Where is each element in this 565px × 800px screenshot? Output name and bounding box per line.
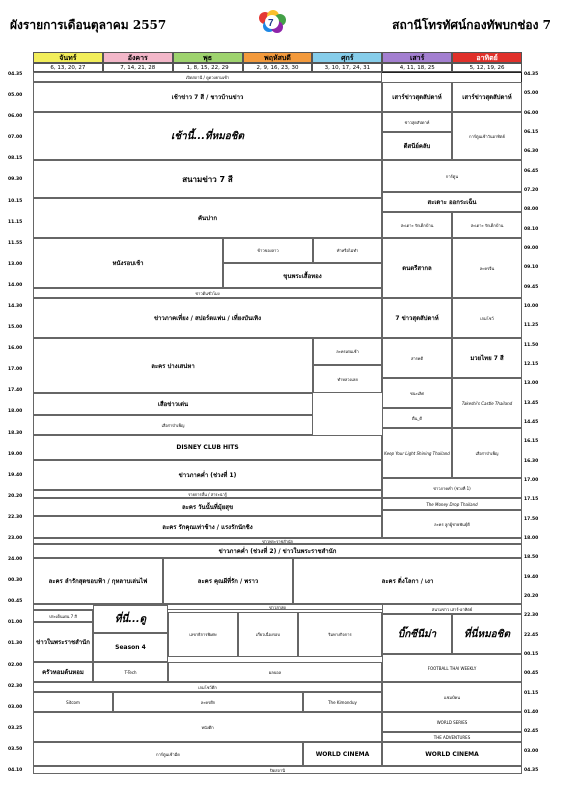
time-label: 13.00 <box>8 261 23 267</box>
program-cell: ที่นี่หมอชิต <box>452 614 522 654</box>
program-cell: ข่าวล่าสุด <box>33 604 522 610</box>
program-cell: ละคร ลูกผู้ชายพันธุ์ดี <box>382 510 522 538</box>
time-label: 10.15 <box>8 198 23 204</box>
program-cell: ตื่น_ดี <box>382 408 452 428</box>
program-cell: เสาร์ข่าวสุดสัปดาห์ <box>452 82 522 112</box>
time-label: 16.15 <box>524 439 539 445</box>
program-cell: บิ๊กซีนีม่า <box>382 614 452 654</box>
time-label: 18.30 <box>8 430 23 436</box>
program-cell: ข่าวสุดสัปดาห์ <box>382 112 452 132</box>
program-cell: ทำหลวงเลย <box>313 365 382 393</box>
program-cell: เกมโชว์ <box>452 298 522 338</box>
program-cell: ข่าวภาคค่ำ (ช่วงที่ 1) <box>33 460 382 490</box>
day-dates: 2, 9, 16, 23, 30 <box>243 63 313 72</box>
day-header: อังคาร <box>103 52 173 63</box>
time-label: 17.15 <box>524 497 539 503</box>
program-cell: WORLD CINEMA <box>303 742 382 766</box>
time-label: 06.45 <box>524 168 539 174</box>
program-cell: คันปาก <box>33 198 382 238</box>
program-cell: สะเดาะ ออกระเฉ็น <box>382 192 522 212</box>
program-cell: ข่าวในพระราชสำนัก <box>33 622 93 662</box>
time-label: 17.00 <box>524 478 539 483</box>
program-cell: Sitcom <box>33 692 113 712</box>
program-cell: สนามข่าว เสาร์-อาทิตย์ <box>382 604 522 614</box>
program-cell: ข่าวพระราชสำนัก <box>33 538 522 544</box>
time-label: 18.50 <box>524 555 539 561</box>
program-cell: The Kimonduy <box>303 692 382 712</box>
time-label: 22.45 <box>524 632 539 638</box>
time-label: 00.30 <box>8 578 23 584</box>
program-cell: การ์ตูนเช้าวันอาทิตย์ <box>452 112 522 160</box>
program-cell: มวยไทย 7 สี <box>452 338 522 378</box>
program-cell: ขุนพระเสื้อทอง <box>223 263 382 288</box>
svg-text:7: 7 <box>268 18 274 29</box>
day-dates: 6, 13, 20, 27 <box>33 63 103 72</box>
time-label: 04.10 <box>8 768 23 773</box>
time-label: 08.10 <box>524 226 539 232</box>
time-label: 16.30 <box>524 458 539 464</box>
program-cell: ดีสนีย์คลับ <box>382 132 452 160</box>
time-label: 06.30 <box>524 149 539 155</box>
time-label: 04.35 <box>524 768 539 773</box>
program-cell: สะเดาะ รักเด็กบ้าน <box>382 212 452 238</box>
program-cell: สะเดาะ รักเด็กบ้าน <box>452 212 522 238</box>
program-cell: เช้าข่าว 7 สี / ชาวบ้านข่าว <box>33 82 382 112</box>
time-label: 06.00 <box>8 114 23 120</box>
program-cell: การ์ตูน <box>382 160 522 192</box>
time-label: 01.40 <box>524 710 539 715</box>
program-cell: เสือร่าบำเพ็ญ <box>33 415 313 435</box>
time-label: 00.15 <box>524 652 539 657</box>
program-cell: THE ADVENTURES <box>382 732 522 742</box>
time-label: 01.30 <box>8 641 23 647</box>
time-label: 09.30 <box>8 177 23 183</box>
program-cell: ละครดึก <box>113 692 303 712</box>
day-dates: 3, 10, 17, 24, 31 <box>312 63 382 72</box>
program-cell: Takeshi's Castle Thailand <box>452 378 522 428</box>
time-label: 06.00 <box>524 110 539 116</box>
program-cell: ข่าวภาคเที่ยง / สปอร์ตแฟน / เที่ยงบันเทิง <box>33 298 382 338</box>
time-label: 13.00 <box>524 381 539 387</box>
time-label: 19.40 <box>8 472 23 478</box>
day-header: พฤหัสบดี <box>243 52 313 63</box>
schedule-title: ผังรายการเดือนตุลาคม 2557 <box>10 18 167 32</box>
time-label: 22.30 <box>524 613 539 619</box>
program-cell: DISNEY CLUB HITS <box>33 435 382 460</box>
time-label: 11.55 <box>8 240 23 246</box>
time-label: 11.50 <box>524 342 539 348</box>
program-cell: ละคร ดิ่งโลกา / เงา <box>293 558 522 604</box>
day-dates: 4, 11, 18, 25 <box>382 63 452 72</box>
time-label: 05.00 <box>8 93 23 99</box>
time-label: 15.00 <box>8 325 23 331</box>
time-label: 20.20 <box>8 493 23 499</box>
program-cell: เสาร์ข่าวสุดสัปดาห์ <box>382 82 452 112</box>
time-label: 20.20 <box>524 594 539 599</box>
program-cell: 7 ข่าวสุดสัปดาห์ <box>382 298 452 338</box>
time-label: 14.00 <box>8 282 23 288</box>
time-label: 11.25 <box>524 323 539 329</box>
program-cell: The Money Drop Thailand <box>382 498 522 510</box>
time-label: 17.40 <box>8 388 23 394</box>
time-label: 18.00 <box>524 536 539 541</box>
program-cell: หนังรอบเช้า <box>33 238 223 288</box>
time-label: 14.45 <box>524 420 539 425</box>
day-header: ศุกร์ <box>312 52 382 63</box>
program-cell: WORLD CINEMA <box>382 742 522 766</box>
program-cell: เกี่ยวเนื่องรอบ <box>238 612 298 657</box>
time-label: 16.00 <box>8 346 23 352</box>
time-label: 17.50 <box>524 516 539 522</box>
time-label: 08.00 <box>524 207 539 213</box>
program-cell: ดนตรีสากล <box>382 238 452 298</box>
station-title: สถานีโทรทัศน์กองทัพบกช่อง 7 <box>392 18 551 32</box>
time-label: 19.00 <box>8 451 23 457</box>
time-label: 00.45 <box>8 599 23 605</box>
time-label: 03.00 <box>8 704 23 710</box>
day-header: เสาร์ <box>382 52 452 63</box>
program-cell: ปิดสถานี <box>33 766 522 774</box>
time-label: 03.50 <box>8 746 23 752</box>
time-label: 10.00 <box>524 304 539 309</box>
program-cell: ข่าวภาคค่ำ (ช่วงที่ 2) / ข่าวในพระราชสำนัก <box>33 544 522 558</box>
time-label: 09.00 <box>524 246 539 251</box>
time-label: 09.45 <box>524 284 539 290</box>
time-label: 08.15 <box>8 156 23 162</box>
program-cell: FOOTBALL THAI WEEKLY <box>382 654 522 682</box>
program-cell: ละคร ปางเสน่หา <box>33 338 313 393</box>
program-cell: ละครเด่นเช้า <box>313 338 382 365</box>
program-cell: แชมป์คน <box>382 682 522 712</box>
program-cell: เช้านี้...ที่หมอชิต <box>33 112 382 160</box>
time-label: 11.15 <box>8 219 23 225</box>
time-label: 04.35 <box>8 72 23 77</box>
program-cell: ละครจีน <box>452 238 522 298</box>
program-cell: WORLD SERIES <box>382 712 522 732</box>
program-cell: หนังดึก <box>33 712 382 742</box>
day-dates: 5, 12, 19, 26 <box>452 63 522 72</box>
day-header: อาทิตย์ <box>452 52 522 63</box>
program-cell: ละคร ลำรักสุดขอบฟ้า / กุหลาบเล่นไฟ <box>33 558 163 604</box>
time-label: 07.20 <box>524 188 539 193</box>
time-label: 13.45 <box>524 400 539 406</box>
time-label: 19.40 <box>524 574 539 580</box>
program-cell: ผลบอล <box>168 662 382 682</box>
program-cell: T-Tech <box>93 662 168 682</box>
program-cell: ข้าวของลาว <box>223 238 313 263</box>
time-label: 00.45 <box>524 671 539 677</box>
time-label: 24.00 <box>8 557 23 563</box>
time-label: 07.00 <box>8 135 23 141</box>
program-cell: สนามข่าว 7 สี <box>33 160 382 198</box>
program-cell: เปิดสถานี / ดูดวงยามเช้า <box>33 72 382 82</box>
day-header: จันทร์ <box>33 52 103 63</box>
time-label: 22.30 <box>8 514 23 520</box>
program-cell: Season 4 <box>93 633 168 662</box>
time-label: 03.00 <box>524 748 539 754</box>
time-label: 09.10 <box>524 265 539 271</box>
program-cell: เสือข่าวเด่น <box>33 393 313 415</box>
program-cell: ทำหรือไม่ทำ <box>313 238 382 263</box>
time-label: 14.30 <box>8 304 23 309</box>
time-label: 12.15 <box>524 362 539 367</box>
day-dates: 7, 14, 21, 28 <box>103 63 173 72</box>
time-label: 01.00 <box>8 620 23 626</box>
day-dates: 1, 8, 15, 22, 29 <box>173 63 243 72</box>
program-cell: ละคร คุณผีที่รัก / พราว <box>163 558 293 604</box>
program-cell: เสือร่าบำเพ็ญ <box>452 428 522 478</box>
time-label: 18.00 <box>8 409 23 415</box>
time-label: 05.00 <box>524 91 539 97</box>
program-cell: ริมทางกิจการ <box>298 612 382 657</box>
program-cell: สารคดี <box>382 338 452 378</box>
program-cell: ครัวหอมต้นหอม <box>33 662 93 682</box>
time-label: 02.45 <box>524 729 539 735</box>
time-label: 02.30 <box>8 683 23 689</box>
program-cell: ที่นี่...ดู <box>93 605 168 633</box>
program-cell: ละคร รักคุณเท่าช้าง / แรงรักนักชิง <box>33 516 382 538</box>
program-cell: รายการสั้น / สาระน่ารู้ <box>33 490 382 498</box>
time-label: 04.35 <box>524 72 539 77</box>
time-label: 03.25 <box>8 725 23 731</box>
program-cell: ข่าวภาคค่ำ (ช่วงที่ 1) <box>382 478 522 498</box>
program-cell: การ์ตูนเช้ามืด <box>33 742 303 766</box>
time-label: 01.15 <box>524 690 539 696</box>
program-cell: เลขาธิการพิเศษ <box>168 612 238 657</box>
time-label: 17.00 <box>8 367 23 373</box>
program-cell: ข่าวต้นชั่วโมง <box>33 288 382 298</box>
channel-7-logo-icon <box>256 8 288 38</box>
program-cell: ชนะเลิศ <box>382 378 452 408</box>
time-label: 02.00 <box>8 662 23 668</box>
time-label: 06.15 <box>524 130 539 135</box>
program-cell: Keep Your Light Shining Thailand <box>382 428 452 478</box>
day-header: พุธ <box>173 52 243 63</box>
program-cell: ละคร วันนั้นที่มุ้ยสุข <box>33 498 382 516</box>
program-cell: เกมโชว์ดึก <box>33 682 382 692</box>
time-label: 23.00 <box>8 536 23 541</box>
program-cell: ประเด็นเด่น 7 สี <box>33 610 93 622</box>
